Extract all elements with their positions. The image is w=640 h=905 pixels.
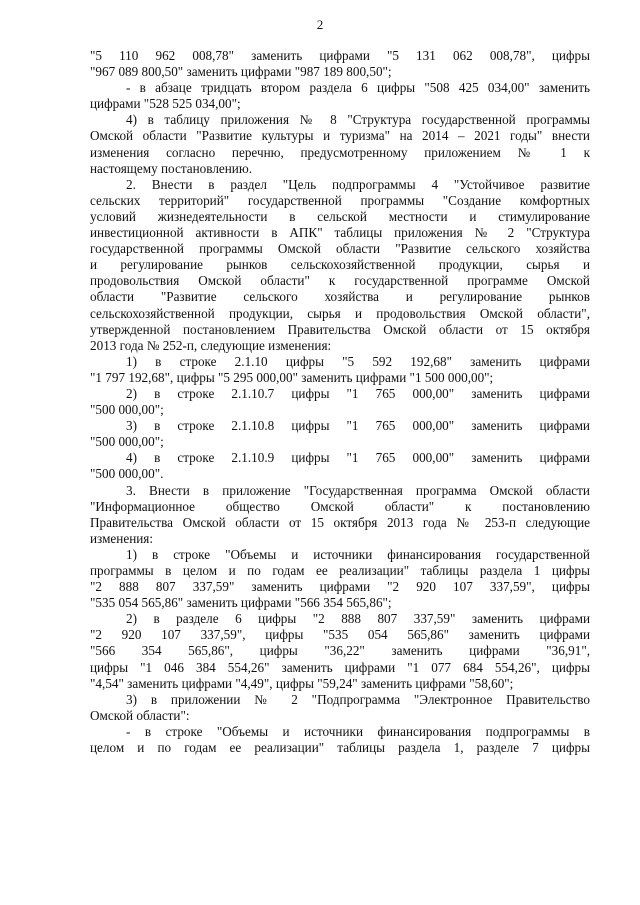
text-line: Омской области "Развитие культуры и туризма" на 2014 – 2021 годы" внести [90, 128, 590, 144]
text-line: цифрами "528 525 034,00"; [90, 96, 241, 112]
text-line: изменения согласно перечню, предусмотренному приложением № 1 к [90, 144, 590, 160]
paragraph [90, 354, 590, 386]
text-line: инвестиционной активности в АПК" таблицы приложения № 2 "Структура [90, 225, 590, 241]
paragraph [90, 692, 590, 724]
text-line: изменения: [90, 530, 154, 546]
text-line: настоящему постановлению. [90, 160, 253, 176]
text-line: "500 000,00"; [90, 434, 164, 450]
text-line: 2) в разделе 6 цифры "2 888 807 337,59" заменить цифрами [126, 611, 590, 627]
text-line: 2. Внести в раздел "Цель подпрограммы 4 "Устойчивое развитие [126, 176, 590, 192]
text-line: - в строке "Объемы и источники финансирования подпрограммы в [126, 723, 590, 739]
text-line: 1) в строке "Объемы и источники финансирования государственной [126, 546, 590, 562]
text-line: сельскохозяйственной продукции, сырья и продовольствия Омской области", [90, 305, 590, 321]
text-line: утвержденной постановлением Правительства Омской области от 15 октября [90, 321, 590, 337]
text-line: целом и по годам ее реализации" таблицы раздела 1, разделе 7 цифры [90, 740, 590, 756]
text-line: и регулирование рынков сельскохозяйственной продукции, сырья и [90, 257, 590, 273]
paragraph [90, 386, 590, 418]
text-line: "4,54" заменить цифрами "4,49", цифры "59,24" заменить цифрами "58,60"; [90, 675, 514, 691]
text-line: сельских территорий" государственной программы "Создание комфортных [90, 192, 590, 208]
text-line: "967 089 800,50" заменить цифрами "987 189 800,50"; [90, 64, 392, 80]
text-line: условий жизнедеятельности в сельской местности и стимулирование [90, 208, 590, 224]
paragraph [90, 80, 590, 112]
text-line: - в абзаце тридцать втором раздела 6 цифры "508 425 034,00" заменить [126, 80, 590, 96]
paragraph [90, 483, 590, 547]
paragraph [90, 177, 590, 354]
paragraph [90, 112, 590, 176]
text-line: цифры "1 046 384 554,26" заменить цифрами "1 077 684 554,26", цифры [90, 659, 590, 675]
paragraph [90, 48, 590, 80]
text-line: "500 000,00"; [90, 402, 164, 418]
text-line: "5 110 962 008,78" заменить цифрами "5 131 062 008,78", цифры [90, 48, 590, 63]
text-line: "1 797 192,68", цифры "5 295 000,00" заменить цифрами "1 500 000,00"; [90, 369, 494, 385]
text-line: 3. Внести в приложение "Государственная программа Омской области [126, 482, 590, 498]
page-number: 2 [316, 17, 324, 32]
text-line: 4) в строке 2.1.10.9 цифры "1 765 000,00" заменить цифрами [126, 450, 590, 466]
text-line: "Информационное общество Омской области" к постановлению [90, 498, 590, 514]
text-line: 3) в приложении № 2 "Подпрограмма "Электронное Правительство [126, 691, 590, 707]
paragraph [90, 450, 590, 482]
paragraph [90, 547, 590, 611]
paragraph [90, 418, 590, 450]
text-line: "566 354 565,86", цифры "36,22" заменить цифрами "36,91", [90, 643, 590, 659]
text-line: 2013 года № 252-п, следующие изменения: [90, 337, 332, 353]
text-line: 4) в таблицу приложения № 8 "Структура государственной программы [126, 112, 590, 128]
text-line: области "Развитие сельского хозяйства и регулирование рынков [90, 289, 590, 305]
text-line: Правительства Омской области от 15 октября 2013 года № 253-п следующие [90, 514, 590, 530]
text-line: "2 920 107 337,59", цифры "535 054 565,86" заменить цифрами [90, 627, 590, 643]
text-line: программы в целом и по годам ее реализации" таблицы раздела 1 цифры [90, 563, 590, 578]
text-line: 1) в строке 2.1.10 цифры "5 592 192,68" заменить цифрами [126, 353, 590, 369]
text-line: "500 000,00". [90, 466, 164, 482]
text-line: продовольствия Омской области" к государственной программе Омской [90, 273, 590, 289]
paragraph [90, 724, 590, 756]
document-body [90, 48, 590, 756]
text-line: 2) в строке 2.1.10.7 цифры "1 765 000,00" заменить цифрами [126, 385, 590, 401]
text-line: 3) в строке 2.1.10.8 цифры "1 765 000,00" заменить цифрами [126, 418, 590, 434]
text-line: "535 054 565,86" заменить цифрами "566 354 565,86"; [90, 595, 392, 611]
text-line: государственной программы Омской области "Развитие сельского хозяйства [90, 241, 590, 257]
paragraph [90, 611, 590, 691]
text-line: Омской области": [90, 707, 190, 723]
text-line: "2 888 807 337,59" заменить цифрами "2 920 107 337,59", цифры [90, 579, 590, 595]
